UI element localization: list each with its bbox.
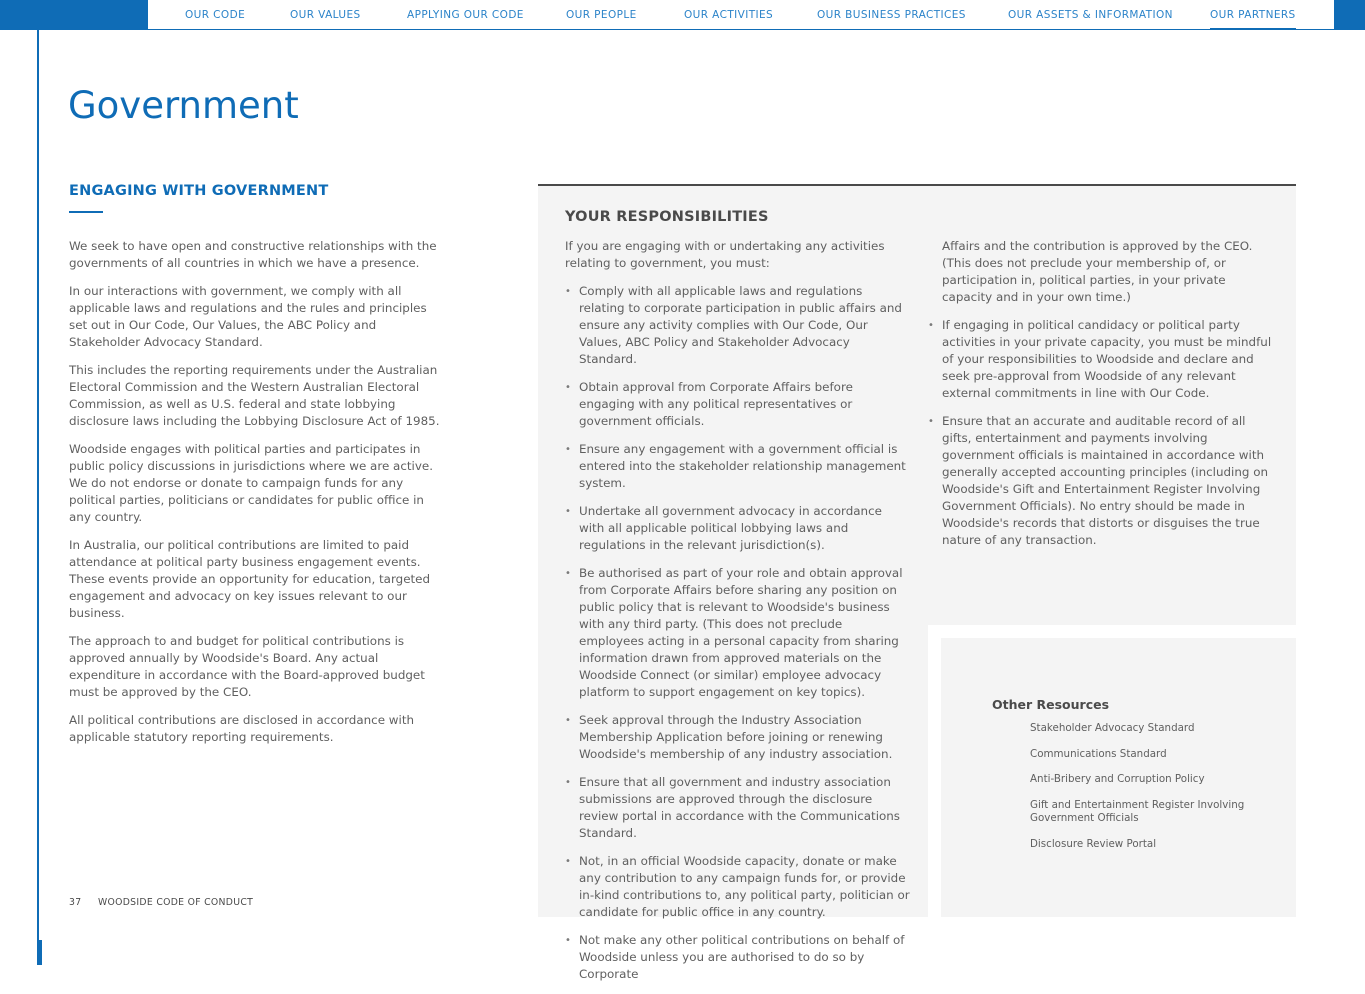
list-item: • Obtain approval from Corporate Affairs before engaging with any political representatives or government officials. [565,379,910,430]
other-resources-heading: Other Resources [992,697,1110,712]
resource-link-communications-standard[interactable]: Communications Standard [1030,747,1167,760]
paragraph: Woodside engages with political parties and participates in public policy discussions in jurisdictions where we are active. We do not endorse or donate to campaign funds for any political parties, politicians or candidates for public office in any country. [69,442,433,524]
responsibilities-panel-top-rule [538,184,1296,186]
paragraph: In our interactions with government, we comply with all applicable laws and regulations and the rules and principles set out in Our Code, Our Values, the ABC Policy and Stakeholder Advocacy Standard. [69,284,427,349]
list-item: • Ensure that an accurate and auditable record of all gifts, entertainment and payments involving government officials is maintained in accordance with generally accepted accounting principles (including on Woodside's Gift and Entertainment Register Involving Government Officials). No entry should be made in Woodside's records that distorts or disguises the true nature of any transaction. [928,413,1273,549]
list-item: • Be authorised as part of your role and obtain approval from Corporate Affairs before sharing any position on public policy that is relevant to Woodside's business with any third party. (This does not preclude employees acting in a personal capacity from sharing information drawn from approved materials on the Woodside Connect (or similar) employee advocacy platform to support engagement on key topics). [565,565,910,701]
list-item: • If engaging in political candidacy or political party activities in your private capacity, you must be mindful of your responsibilities to Woodside and declare and seek pre-approval from Woodside of any relevant external commitments in line with Our Code. [928,317,1273,402]
paragraph: We seek to have open and constructive relationships with the governments of all countries in which we have a presence. [69,239,437,270]
responsibilities-list [565,283,910,983]
nav-item-our-values[interactable]: OUR VALUES [290,9,361,21]
section-heading-underline [69,211,103,213]
other-resources-list [1030,722,1260,863]
nav-divider [148,29,1334,30]
left-margin-tab [37,940,42,965]
responsibilities-intro: If you are engaging with or undertaking any activities relating to government, you must: [565,239,885,270]
document-title: WOODSIDE CODE OF CONDUCT [98,897,254,908]
list-item: • Seek approval through the Industry Association Membership Application before joining or renewing Woodside's membership of any industry association. [565,712,910,763]
nav-item-our-people[interactable]: OUR PEOPLE [566,9,637,21]
nav-item-our-assets-information[interactable]: OUR ASSETS & INFORMATION [1008,9,1173,21]
list-item: • Undertake all government advocacy in accordance with all applicable political lobbying laws and regulations in the relevant jurisdiction(s). [565,503,910,554]
list-item: • Comply with all applicable laws and regulations relating to corporate participation in public affairs and ensure any activity complies with Our Code, Our Values, ABC Policy and Stakeholder Advocacy Standard. [565,283,910,368]
section-heading: ENGAGING WITH GOVERNMENT [69,183,329,199]
list-item: • Not make any other political contributions on behalf of Woodside unless you are authorised to do so by Corporate [565,932,910,983]
paragraph: The approach to and budget for political contributions is approved annually by Woodside's Board. Any actual expenditure in accordance with the Board-approved budget must be approved by the CEO. [69,634,425,699]
resource-link-anti-bribery-policy[interactable]: Anti-Bribery and Corruption Policy [1030,773,1205,785]
responsibilities-list-continued [928,317,1273,549]
nav-item-our-business-practices[interactable]: OUR BUSINESS PRACTICES [817,9,966,21]
page-number: 37 [69,897,82,908]
list-item: • Ensure any engagement with a government official is entered into the stakeholder relationship management system. [565,441,910,492]
list-item: • Not, in an official Woodside capacity, donate or make any contribution to any campaign funds for, or provide in-kind contributions to, any political party, politician or candidate for public office in any country. [565,853,910,921]
nav-item-our-activities[interactable]: OUR ACTIVITIES [684,9,774,21]
nav-right-accent [1334,0,1365,30]
intro-text-column [69,238,441,757]
responsibilities-column-1 [565,238,910,994]
nav-left-accent [0,0,148,30]
paragraph: This includes the reporting requirements under the Australian Electoral Commission and the Western Australian Electoral Commission, as well as U.S. federal and state lobbying disclosure laws including the Lobbying Disclosure Act of 1985. [69,363,440,428]
nav-item-applying-our-code[interactable]: APPLYING OUR CODE [407,9,524,21]
page-footer [69,897,253,908]
resource-link-disclosure-review-portal[interactable]: Disclosure Review Portal [1030,837,1157,850]
responsibilities-column-2 [928,238,1273,560]
page-title: Government [68,84,299,127]
paragraph: All political contributions are disclosed in accordance with applicable statutory reporting requirements. [69,713,415,744]
resource-link-gift-entertainment-register[interactable]: Gift and Entertainment Register Involving Government Officials [1030,798,1245,824]
nav-item-our-partners[interactable]: OUR PARTNERS [1210,9,1296,21]
left-margin-rule [37,30,39,965]
list-item: • Ensure that all government and industry association submissions are approved through the disclosure review portal in accordance with the Communications Standard. [565,774,910,842]
nav-item-our-code[interactable]: OUR CODE [185,9,246,21]
paragraph: In Australia, our political contributions are limited to paid attendance at political party business engagement events. These events provide an opportunity for education, targeted engagement and advocacy on key issues relevant to our business. [69,538,431,620]
list-item-continuation: Affairs and the contribution is approved by the CEO. (This does not preclude your membership of, or participation in, political parties, in your private capacity and in your own time.) [942,239,1253,304]
resource-link-stakeholder-advocacy-standard[interactable]: Stakeholder Advocacy Standard [1030,722,1195,734]
responsibilities-heading: YOUR RESPONSIBILITIES [565,209,769,225]
